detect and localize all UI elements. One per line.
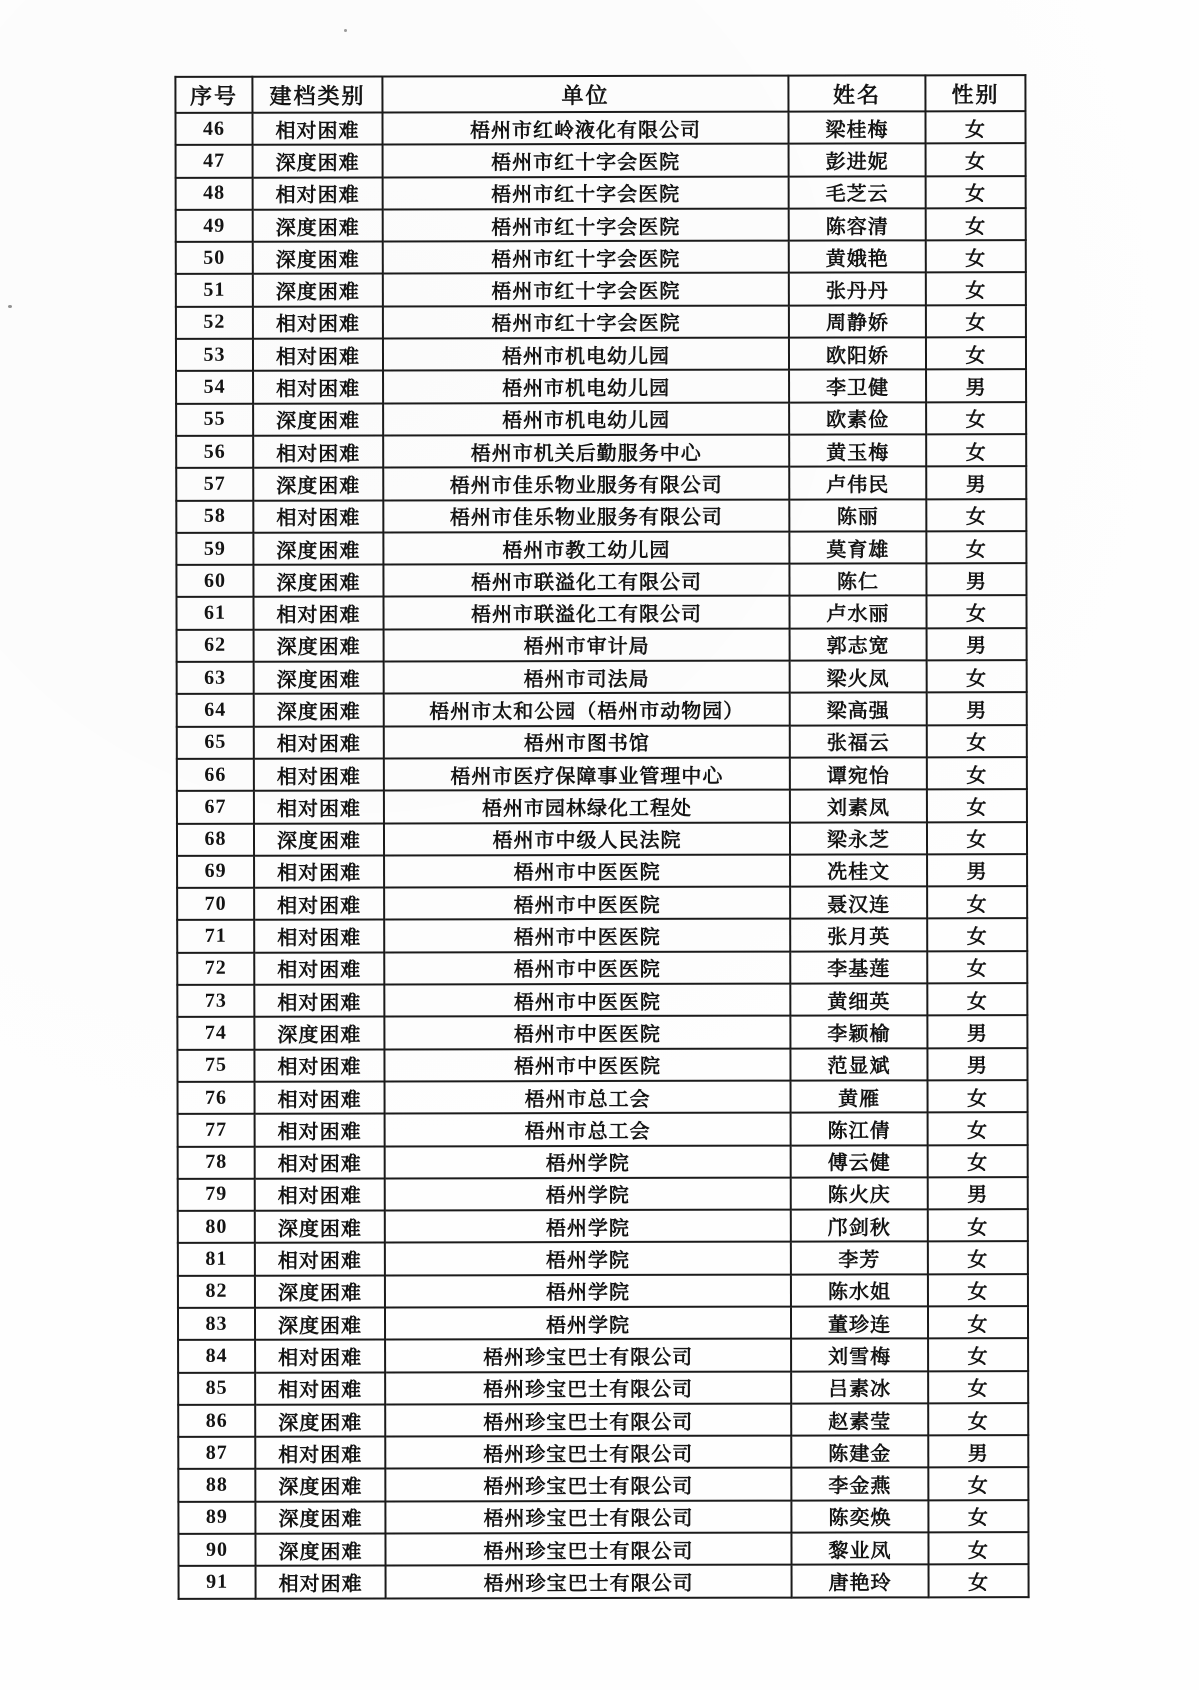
cell-category: 深度困难 [254, 694, 384, 727]
table-row [177, 692, 1027, 726]
cell-serial: 55 [176, 403, 253, 435]
cell-name: 李卫健 [789, 370, 926, 403]
cell-name: 陈水姐 [791, 1274, 928, 1307]
cell-name: 毛芝云 [789, 176, 926, 209]
cell-gender: 女 [927, 886, 1027, 919]
cell-category: 相对困难 [255, 1114, 385, 1147]
table-row [176, 273, 1026, 307]
cell-category: 深度困难 [254, 1017, 384, 1050]
table-row [176, 563, 1026, 597]
table-row [177, 822, 1027, 856]
cell-category: 相对困难 [253, 339, 383, 372]
cell-category: 相对困难 [255, 1146, 385, 1179]
cell-serial: 75 [177, 1049, 254, 1081]
cell-serial: 88 [178, 1469, 255, 1501]
scan-speck-top [344, 29, 347, 32]
table-row [178, 1177, 1028, 1211]
cell-serial: 62 [177, 629, 254, 661]
table-row [178, 1532, 1028, 1566]
cell-unit: 梧州学院 [385, 1274, 791, 1307]
cell-serial: 67 [177, 791, 254, 823]
cell-unit: 梧州市联溢化工有限公司 [383, 564, 789, 597]
cell-gender: 女 [928, 1145, 1028, 1178]
cell-category: 相对困难 [253, 371, 383, 404]
table-row [178, 1241, 1028, 1275]
table-row [177, 919, 1027, 953]
cell-serial: 60 [176, 565, 253, 597]
cell-name: 张福云 [790, 725, 927, 758]
cell-name: 邝剑秋 [791, 1209, 928, 1242]
cell-category: 相对困难 [255, 1437, 385, 1470]
cell-category: 深度困难 [253, 532, 383, 565]
cell-name: 傅云健 [791, 1145, 928, 1178]
cell-name: 欧素俭 [789, 402, 926, 435]
cell-name: 周静娇 [789, 305, 926, 338]
cell-serial: 76 [178, 1082, 255, 1114]
cell-unit: 梧州市太和公园（梧州市动物园） [384, 693, 790, 726]
cell-gender: 女 [927, 919, 1027, 952]
cell-category: 深度困难 [253, 242, 383, 275]
cell-serial: 85 [178, 1372, 255, 1404]
table-row [176, 176, 1026, 210]
cell-gender: 女 [928, 1403, 1028, 1436]
cell-name: 李颖榆 [790, 1016, 927, 1049]
cell-unit: 梧州市中医医院 [384, 919, 790, 952]
cell-name: 陈仁 [789, 563, 926, 596]
cell-gender: 女 [927, 951, 1027, 984]
cell-gender: 男 [927, 692, 1027, 725]
cell-serial: 63 [177, 662, 254, 694]
table-row [177, 886, 1027, 920]
cell-serial: 79 [178, 1179, 255, 1211]
cell-category: 深度困难 [253, 565, 383, 598]
col-header-category: 建档类别 [252, 76, 382, 112]
cell-unit: 梧州市图书馆 [384, 725, 790, 758]
table-row [177, 983, 1027, 1017]
cell-unit: 梧州珍宝巴士有限公司 [385, 1339, 791, 1372]
table-row [177, 660, 1027, 694]
cell-unit: 梧州市医疗保障事业管理中心 [384, 758, 790, 791]
cell-name: 李金燕 [791, 1468, 928, 1501]
cell-name: 陈容清 [789, 208, 926, 241]
cell-name: 陈丽 [789, 499, 926, 532]
cell-category: 相对困难 [254, 855, 384, 888]
cell-category: 深度困难 [254, 662, 384, 695]
cell-gender: 女 [926, 499, 1026, 532]
cell-name: 黄娥艳 [789, 241, 926, 274]
table-row [178, 1338, 1028, 1372]
table-body [175, 111, 1028, 1598]
cell-gender: 男 [928, 1435, 1028, 1468]
cell-unit: 梧州珍宝巴士有限公司 [385, 1403, 791, 1436]
cell-name: 陈建金 [791, 1435, 928, 1468]
cell-gender: 女 [926, 305, 1026, 338]
cell-name: 谭宛怡 [790, 757, 927, 790]
cell-serial: 89 [178, 1501, 255, 1533]
cell-gender: 女 [926, 240, 1026, 273]
cell-unit: 梧州市红十字会医院 [383, 241, 789, 274]
cell-unit: 梧州市红十字会医院 [383, 144, 789, 177]
cell-gender: 男 [926, 563, 1026, 596]
cell-name: 梁高强 [790, 693, 927, 726]
cell-gender: 男 [926, 369, 1026, 402]
cell-category: 深度困难 [253, 274, 383, 307]
cell-serial: 61 [176, 597, 253, 629]
cell-gender: 女 [928, 1532, 1028, 1565]
cell-gender: 女 [927, 725, 1027, 758]
cell-category: 相对困难 [253, 306, 383, 339]
col-header-serial: 序号 [175, 77, 252, 113]
cell-unit: 梧州珍宝巴士有限公司 [385, 1371, 791, 1404]
table-row [176, 531, 1026, 565]
cell-unit: 梧州市红岭液化有限公司 [382, 112, 788, 145]
cell-gender: 女 [928, 1209, 1028, 1242]
cell-gender: 女 [926, 337, 1026, 370]
cell-unit: 梧州市中医医院 [384, 951, 790, 984]
cell-serial: 47 [176, 145, 253, 177]
cell-name: 欧阳娇 [789, 337, 926, 370]
table-row [176, 369, 1026, 403]
cell-name: 冼桂文 [790, 854, 927, 887]
cell-gender: 女 [928, 1241, 1028, 1274]
table-row [177, 725, 1027, 759]
cell-unit: 梧州市中医医院 [384, 984, 790, 1017]
table-row [176, 208, 1026, 242]
table-row [176, 402, 1026, 436]
cell-name: 卢伟民 [789, 467, 926, 500]
cell-gender: 女 [926, 273, 1026, 306]
cell-gender: 男 [928, 1177, 1028, 1210]
cell-unit: 梧州市佳乐物业服务有限公司 [383, 467, 789, 500]
table-row [178, 1371, 1028, 1405]
cell-gender: 女 [927, 789, 1027, 822]
cell-category: 深度困难 [255, 1275, 385, 1308]
cell-unit: 梧州市司法局 [384, 661, 790, 694]
cell-category: 相对困难 [254, 791, 384, 824]
table-row [176, 240, 1026, 274]
cell-unit: 梧州市红十字会医院 [383, 208, 789, 241]
cell-category: 相对困难 [253, 177, 383, 210]
cell-unit: 梧州珍宝巴士有限公司 [385, 1468, 791, 1501]
cell-name: 唐艳玲 [792, 1565, 929, 1598]
cell-unit: 梧州市中医医院 [384, 887, 790, 920]
cell-category: 深度困难 [253, 468, 383, 501]
cell-gender: 女 [926, 596, 1026, 629]
cell-category: 相对困难 [254, 984, 384, 1017]
cell-unit: 梧州学院 [385, 1242, 791, 1275]
cell-gender: 女 [927, 660, 1027, 693]
cell-gender: 女 [926, 434, 1026, 467]
cell-unit: 梧州市机电幼儿园 [383, 370, 789, 403]
cell-unit: 梧州市红十字会医院 [383, 176, 789, 209]
cell-name: 张月英 [790, 919, 927, 952]
cell-gender: 女 [926, 143, 1026, 176]
cell-serial: 70 [177, 888, 254, 920]
cell-serial: 66 [177, 759, 254, 791]
cell-unit: 梧州珍宝巴士有限公司 [385, 1500, 791, 1533]
cell-serial: 83 [178, 1308, 255, 1340]
cell-category: 相对困难 [252, 112, 382, 145]
cell-serial: 81 [178, 1243, 255, 1275]
cell-name: 聂汉连 [790, 886, 927, 919]
cell-unit: 梧州市机电幼儿园 [383, 402, 789, 435]
col-header-gender: 性别 [925, 75, 1025, 111]
cell-gender: 女 [928, 1500, 1028, 1533]
table-row [178, 1500, 1028, 1534]
cell-unit: 梧州珍宝巴士有限公司 [386, 1565, 792, 1598]
cell-serial: 65 [177, 726, 254, 758]
cell-category: 相对困难 [254, 952, 384, 985]
cell-serial: 73 [177, 985, 254, 1017]
cell-serial: 48 [176, 177, 253, 209]
cell-name: 李芳 [791, 1242, 928, 1275]
cell-serial: 59 [176, 533, 253, 565]
cell-unit: 梧州市红十字会医院 [383, 273, 789, 306]
cell-unit: 梧州市机关后勤服务中心 [383, 435, 789, 468]
cell-unit: 梧州市机电幼儿园 [383, 338, 789, 371]
cell-category: 相对困难 [255, 1340, 385, 1373]
cell-unit: 梧州市总工会 [385, 1113, 791, 1146]
cell-category: 深度困难 [255, 1307, 385, 1340]
cell-category: 相对困难 [256, 1566, 386, 1599]
cell-category: 相对困难 [254, 1049, 384, 1082]
cell-name: 莫育雄 [789, 531, 926, 564]
cell-unit: 梧州市总工会 [385, 1081, 791, 1114]
scan-speck-left [8, 305, 12, 308]
cell-gender: 女 [926, 176, 1026, 209]
cell-category: 相对困难 [253, 597, 383, 630]
table-row [177, 1048, 1027, 1082]
table-row [176, 143, 1026, 177]
cell-gender: 女 [928, 1306, 1028, 1339]
cell-serial: 80 [178, 1211, 255, 1243]
cell-serial: 64 [177, 694, 254, 726]
cell-gender: 男 [926, 466, 1026, 499]
cell-unit: 梧州市佳乐物业服务有限公司 [383, 499, 789, 532]
cell-category: 相对困难 [254, 888, 384, 921]
cell-serial: 77 [178, 1114, 255, 1146]
cell-serial: 71 [177, 920, 254, 952]
cell-name: 陈火庆 [791, 1177, 928, 1210]
cell-unit: 梧州市中医医院 [384, 854, 790, 887]
cell-serial: 90 [178, 1534, 255, 1566]
cell-serial: 84 [178, 1340, 255, 1372]
table-row [179, 1564, 1029, 1598]
cell-category: 深度困难 [255, 1534, 385, 1567]
table-row [177, 628, 1027, 662]
cell-unit: 梧州市联溢化工有限公司 [383, 596, 789, 629]
cell-serial: 46 [175, 113, 252, 145]
cell-gender: 女 [928, 1338, 1028, 1371]
header-row [175, 75, 1025, 113]
table-row [177, 789, 1027, 823]
cell-gender: 女 [927, 983, 1027, 1016]
roster-table [174, 74, 1029, 1599]
cell-category: 深度困难 [255, 1501, 385, 1534]
table-row [177, 854, 1027, 888]
cell-gender: 女 [928, 1274, 1028, 1307]
cell-serial: 86 [178, 1405, 255, 1437]
cell-name: 李基莲 [790, 951, 927, 984]
cell-serial: 87 [178, 1437, 255, 1469]
cell-name: 郭志宽 [790, 628, 927, 661]
cell-gender: 女 [928, 1371, 1028, 1404]
cell-gender: 女 [928, 1112, 1028, 1145]
cell-serial: 52 [176, 307, 253, 339]
cell-category: 深度困难 [255, 1469, 385, 1502]
cell-serial: 82 [178, 1275, 255, 1307]
cell-gender: 女 [928, 1468, 1028, 1501]
cell-name: 张丹丹 [789, 273, 926, 306]
table-row [178, 1306, 1028, 1340]
cell-gender: 男 [927, 628, 1027, 661]
cell-name: 陈奕焕 [791, 1500, 928, 1533]
table-row [178, 1468, 1028, 1502]
cell-category: 相对困难 [254, 726, 384, 759]
cell-name: 刘素凤 [790, 790, 927, 823]
cell-unit: 梧州珍宝巴士有限公司 [385, 1436, 791, 1469]
cell-gender: 女 [926, 208, 1026, 241]
cell-name: 董珍连 [791, 1306, 928, 1339]
cell-unit: 梧州市审计局 [384, 628, 790, 661]
cell-unit: 梧州珍宝巴士有限公司 [385, 1533, 791, 1566]
col-header-name: 姓名 [788, 75, 925, 111]
cell-category: 相对困难 [255, 1178, 385, 1211]
cell-serial: 54 [176, 371, 253, 403]
table-row [178, 1112, 1028, 1146]
cell-name: 彭进妮 [789, 144, 926, 177]
cell-serial: 72 [177, 952, 254, 984]
cell-name: 范显斌 [790, 1048, 927, 1081]
cell-gender: 男 [927, 1015, 1027, 1048]
cell-category: 相对困难 [253, 435, 383, 468]
cell-category: 深度困难 [253, 145, 383, 178]
cell-category: 深度困难 [255, 1404, 385, 1437]
cell-gender: 女 [926, 402, 1026, 435]
cell-gender: 女 [927, 822, 1027, 855]
cell-category: 深度困难 [253, 403, 383, 436]
cell-serial: 78 [178, 1146, 255, 1178]
cell-unit: 梧州市中医医院 [384, 1016, 790, 1049]
cell-unit: 梧州市红十字会医院 [383, 305, 789, 338]
cell-name: 陈江倩 [791, 1113, 928, 1146]
cell-category: 相对困难 [253, 500, 383, 533]
cell-category: 相对困难 [255, 1372, 385, 1405]
cell-gender: 男 [927, 1048, 1027, 1081]
cell-name: 梁桂梅 [788, 111, 925, 144]
cell-serial: 56 [176, 436, 253, 468]
table-row [178, 1145, 1028, 1179]
cell-gender: 女 [926, 531, 1026, 564]
cell-category: 深度困难 [253, 209, 383, 242]
cell-category: 深度困难 [254, 629, 384, 662]
cell-category: 相对困难 [255, 1243, 385, 1276]
table-row [178, 1209, 1028, 1243]
cell-unit: 梧州学院 [385, 1307, 791, 1340]
table-row [178, 1403, 1028, 1437]
cell-serial: 51 [176, 274, 253, 306]
cell-name: 梁火凤 [790, 660, 927, 693]
table-row [175, 111, 1025, 145]
cell-serial: 57 [176, 468, 253, 500]
cell-gender: 女 [929, 1564, 1029, 1597]
cell-name: 刘雪梅 [791, 1339, 928, 1372]
cell-serial: 53 [176, 339, 253, 371]
cell-unit: 梧州学院 [385, 1177, 791, 1210]
table-row [176, 466, 1026, 500]
cell-serial: 58 [176, 500, 253, 532]
cell-category: 相对困难 [254, 758, 384, 791]
table-row [176, 434, 1026, 468]
table-row [177, 951, 1027, 985]
cell-name: 黄细英 [790, 983, 927, 1016]
cell-serial: 91 [179, 1566, 256, 1598]
cell-category: 相对困难 [254, 920, 384, 953]
table-row [178, 1435, 1028, 1469]
cell-serial: 49 [176, 210, 253, 242]
cell-gender: 女 [927, 757, 1027, 790]
cell-gender: 女 [928, 1080, 1028, 1113]
cell-gender: 男 [927, 854, 1027, 887]
table-row [177, 757, 1027, 791]
table-row [178, 1274, 1028, 1308]
cell-name: 赵素莹 [791, 1403, 928, 1436]
cell-category: 相对困难 [255, 1081, 385, 1114]
cell-category: 深度困难 [255, 1211, 385, 1244]
cell-name: 梁永芝 [790, 822, 927, 855]
table-row [177, 1015, 1027, 1049]
cell-gender: 女 [925, 111, 1025, 144]
table-row [176, 596, 1026, 630]
col-header-unit: 单位 [382, 76, 788, 113]
cell-unit: 梧州学院 [385, 1210, 791, 1243]
cell-unit: 梧州市中级人民法院 [384, 822, 790, 855]
cell-unit: 梧州市教工幼儿园 [383, 531, 789, 564]
cell-serial: 50 [176, 242, 253, 274]
cell-name: 黎业凤 [791, 1532, 928, 1565]
cell-unit: 梧州学院 [385, 1145, 791, 1178]
table-row [176, 499, 1026, 533]
cell-serial: 74 [177, 1017, 254, 1049]
cell-name: 黄玉梅 [789, 434, 926, 467]
cell-name: 黄雁 [791, 1080, 928, 1113]
cell-name: 卢水丽 [789, 596, 926, 629]
cell-name: 吕素冰 [791, 1371, 928, 1404]
table-row [176, 305, 1026, 339]
cell-category: 深度困难 [254, 823, 384, 856]
table-row [178, 1080, 1028, 1114]
cell-serial: 69 [177, 856, 254, 888]
cell-unit: 梧州市园林绿化工程处 [384, 790, 790, 823]
cell-unit: 梧州市中医医院 [384, 1048, 790, 1081]
table-row [176, 337, 1026, 371]
cell-serial: 68 [177, 823, 254, 855]
